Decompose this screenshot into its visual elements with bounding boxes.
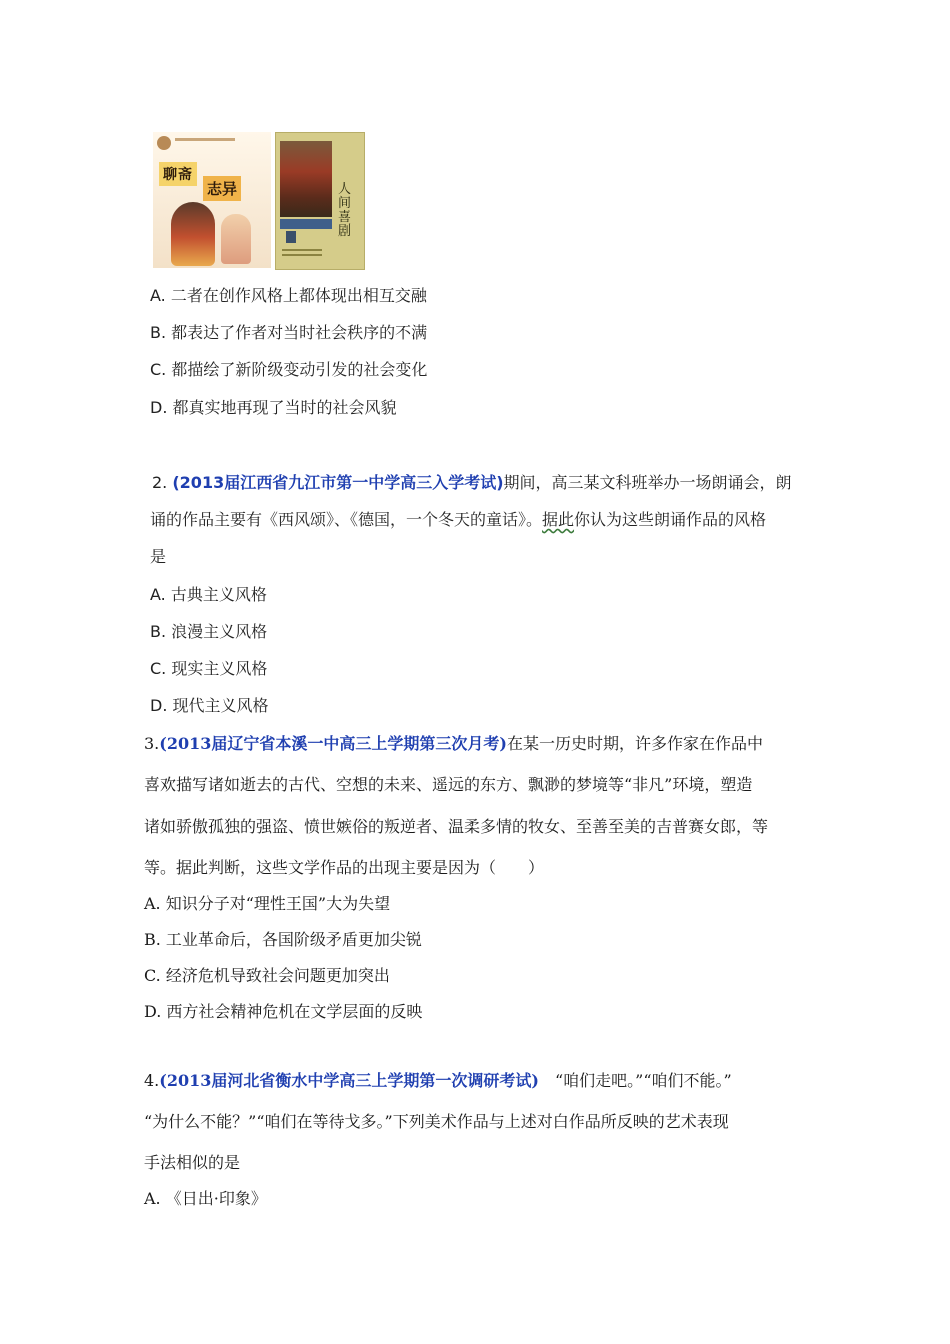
q1-option-b: B. 都表达了作者对当时社会秩序的不满	[150, 323, 428, 342]
q4-stem: “咱们走吧。”“咱们不能。”	[554, 1071, 732, 1090]
q2-stem: 你认为这些朗诵作品的风格	[574, 510, 767, 529]
figure-illustration	[221, 214, 251, 264]
seal-icon	[157, 136, 171, 150]
cover-mark	[286, 231, 296, 243]
book-cover-human-comedy-icon	[275, 132, 365, 270]
building-photo	[280, 141, 332, 217]
q4-source: (2013届河北省衡水中学高三上学期第一次调研考试)	[159, 1071, 539, 1090]
q2-option-b: B. 浪漫主义风格	[150, 622, 268, 641]
book-title-part: 志异	[203, 176, 241, 201]
q2-line-2	[150, 507, 766, 530]
book-title: 人间喜剧	[338, 182, 352, 239]
q3-option-c: C. 经济危机导致社会问题更加突出	[144, 966, 390, 985]
q4-line-3: 手法相似的是	[144, 1153, 241, 1172]
q2-line-1	[152, 470, 792, 493]
q1-option-d: D. 都真实地再现了当时的社会风貌	[150, 398, 397, 417]
q1-option-c: C. 都描绘了新阶级变动引发的社会变化	[150, 360, 428, 379]
q2-source: (2013届江西省九江市第一中学高三入学考试)	[172, 473, 504, 492]
q3-line-2: 喜欢描写诸如逝去的古代、空想的未来、遥远的东方、飘渺的梦境等“非凡”环境，塑造	[144, 775, 753, 794]
q3-line-3: 诸如骄傲孤独的强盗、愤世嫉俗的叛逆者、温柔多情的牧女、至善至美的吉普赛女郎，等	[144, 817, 769, 836]
book-title-part: 聊斋	[159, 162, 197, 186]
q2-line-3: 是	[150, 547, 167, 566]
q2-option-d: D. 现代主义风格	[150, 696, 269, 715]
cover-band	[280, 219, 332, 229]
figure-illustration	[171, 202, 215, 266]
q2-stem: 期间，高三某文科班举办一场朗诵会，朗	[503, 473, 792, 492]
q2-option-c: C. 现实主义风格	[150, 659, 268, 678]
book-cover-liaozhai-icon	[153, 132, 271, 268]
q2-number: 2.	[152, 473, 168, 492]
q2-option-a: A. 古典主义风格	[150, 585, 267, 604]
q3-line-1	[144, 731, 763, 754]
q3-option-d: D. 西方社会精神危机在文学层面的反映	[144, 1002, 423, 1021]
q1-option-a: A. 二者在创作风格上都体现出相互交融	[150, 286, 427, 305]
q3-option-a: A. 知识分子对“理性王国”大为失望	[144, 894, 391, 913]
q3-option-b: B. 工业革命后，各国阶级矛盾更加尖锐	[144, 930, 422, 949]
q2-stem-underlined: 据此	[542, 510, 575, 529]
q3-source: (2013届辽宁省本溪一中高三上学期第三次月考)	[159, 734, 507, 753]
cover-ornament	[175, 138, 235, 141]
q4-line-1	[144, 1068, 732, 1091]
publisher-lines	[282, 249, 322, 251]
q4-number: 4.	[144, 1071, 160, 1090]
q4-option-a: A. 《日出·印象》	[144, 1189, 267, 1208]
q3-stem: 在某一历史时期，许多作家在作品中	[506, 734, 763, 753]
q2-stem: 诵的作品主要有《西风颂》、《德国，一个冬天的童话》。	[150, 510, 543, 529]
q3-number: 3.	[144, 734, 160, 753]
q3-line-4: 等。据此判断，这些文学作品的出现主要是因为（ ）	[144, 858, 545, 877]
q4-line-2: “为什么不能？”“咱们在等待戈多。”下列美术作品与上述对白作品所反映的艺术表现	[144, 1112, 729, 1131]
